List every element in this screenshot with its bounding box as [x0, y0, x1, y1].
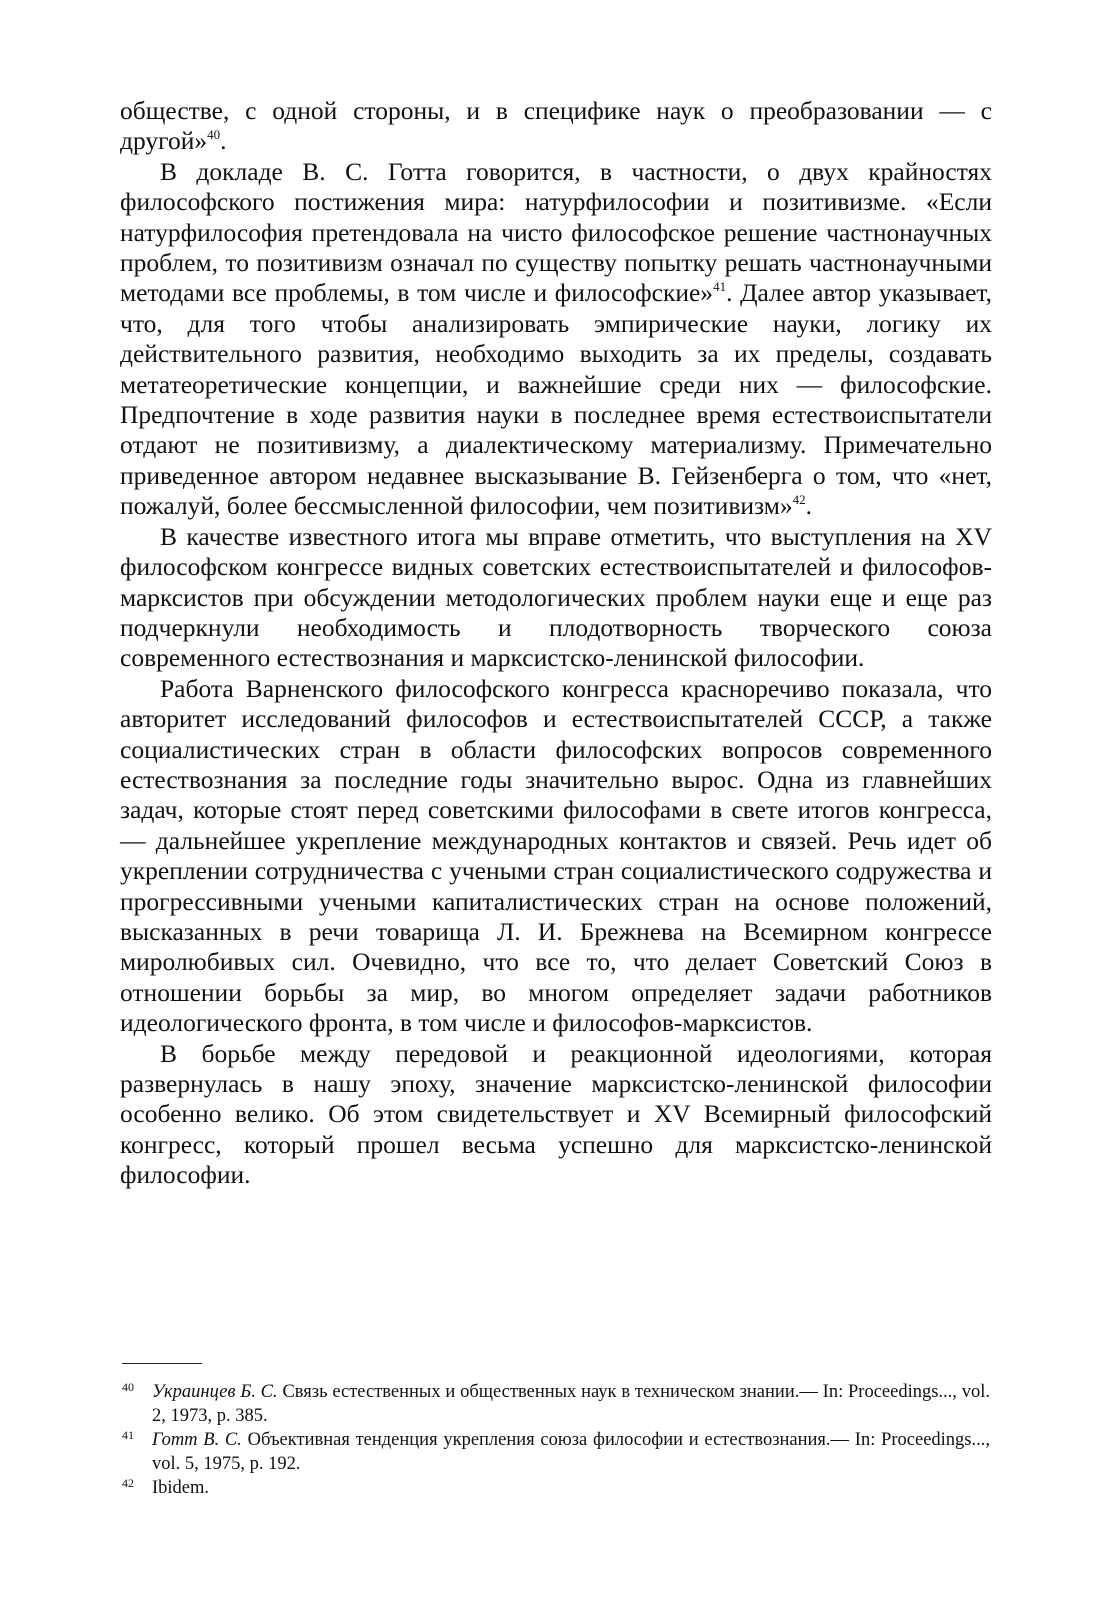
footnote-text: Ibidem. [152, 1478, 210, 1498]
footnote-author: Украинцев Б. С. [152, 1382, 278, 1402]
footnote-text: Связь естественных и общественных наук в техническом знании.— In: Proceedings..., vol. 2, 1973, p. 385. [152, 1382, 990, 1426]
paragraph-2-text: В докладе В. С. Готта говорится, в частности, о двух крайностях философского постижения мира: натурфилософии и позитивизме. «Если натурфилософия претендовала на чисто философское решение частнонаучных проблем, то позитивизм означал по существу попытку решать частнонаучными методами все проблемы, в том числе и философские» [120, 156, 992, 308]
footnote-separator [122, 1363, 202, 1364]
body-text [120, 96, 992, 1191]
footnote-40: 40 Украинцев Б. С. Связь естественных и общественных наук в техническом знании.— In: Proceedings..., vol. 2, 1973, p. 385. [122, 1380, 990, 1426]
footnote-ref-42: 42 [792, 492, 806, 508]
footnote-author: Готт В. С. [152, 1430, 242, 1450]
footnotes [122, 1380, 990, 1500]
footnote-42: 42 Ibidem. [122, 1476, 210, 1498]
paragraph-2 [120, 157, 992, 522]
paragraph-3: В качестве известного итога мы вправе отметить, что выступления на XV философском конгрессе видных советских естествоиспытателей и философов-марксистов при обсуждении методологических проблем науки еще и еще раз подчеркнули необходимость и плодотворность творческого союза современного естествознания и марксистско-ленинской философии. [120, 521, 992, 673]
paragraph-1 [120, 96, 992, 157]
footnote-41: 41 Готт В. С. Объективная тенденция укрепления союза философии и естествознания.— In: Proceedings..., vol. 5, 1975, p. 192. [122, 1428, 991, 1474]
footnote-text: Объективная тенденция укрепления союза философии и естествознания.— In: Proceedings..., vol. 5, 1975, p. 192. [152, 1430, 991, 1474]
footnote-ref-40: 40 [207, 127, 221, 143]
paragraph-5: В борьбе между передовой и реакционной идеологиями, которая развернулась в нашу эпоху, значение марксистско-ленинской философии особенно велико. Об этом свидетельствует и XV Всемирный философский конгресс, который прошел весьма успешно для марксистско-ленинской философии. [120, 1038, 992, 1190]
footnote-ref-41: 41 [713, 279, 727, 295]
paragraph-1-text: обществе, с одной стороны, и в специфике наук о преобразовании — с другой» [120, 96, 992, 156]
paragraph-2-end: . [805, 491, 812, 521]
paragraph-1-end: . [220, 126, 227, 156]
paragraph-4: Работа Варненского философского конгресса красноречиво показала, что авторитет исследований философов и естествоиспытателей СССР, а также социалистических стран в области философских вопросов современного естествознания за последние годы значительно вырос. Одна из главнейших задач, которые стоят перед советскими философами в свете итогов конгресса, — дальнейшее укрепление международных контактов и связей. Речь идет об укреплении сотрудничества с учеными стран социалистического содружества и прогрессивными учеными капиталистических стран на основе положений, высказанных в речи товарища Л. И. Брежнева на Всемирном конгрессе миролюбивых сил. Очевидно, что все то, что делает Советский Союз в отношении борьбы за мир, во многом определяет задачи работников идеологического фронта, в том числе и философов-марксистов. [120, 673, 992, 1038]
paragraph-2-cont: . Далее автор указывает, что, для того чтобы анализировать эмпирические науки, логику их действительного развития, необходимо выходить за их пределы, создавать метатеоретические концепции, и важнейшие среди них — философские. Предпочтение в ходе развития науки в последнее время естествоиспытатели отдают не позитивизму, а диалектическому материализму. Примечательно приведенное автором недавнее высказывание В. Гейзенберга о том, что «нет, пожалуй, более бессмысленной философии, чем позитивизм» [120, 278, 992, 521]
